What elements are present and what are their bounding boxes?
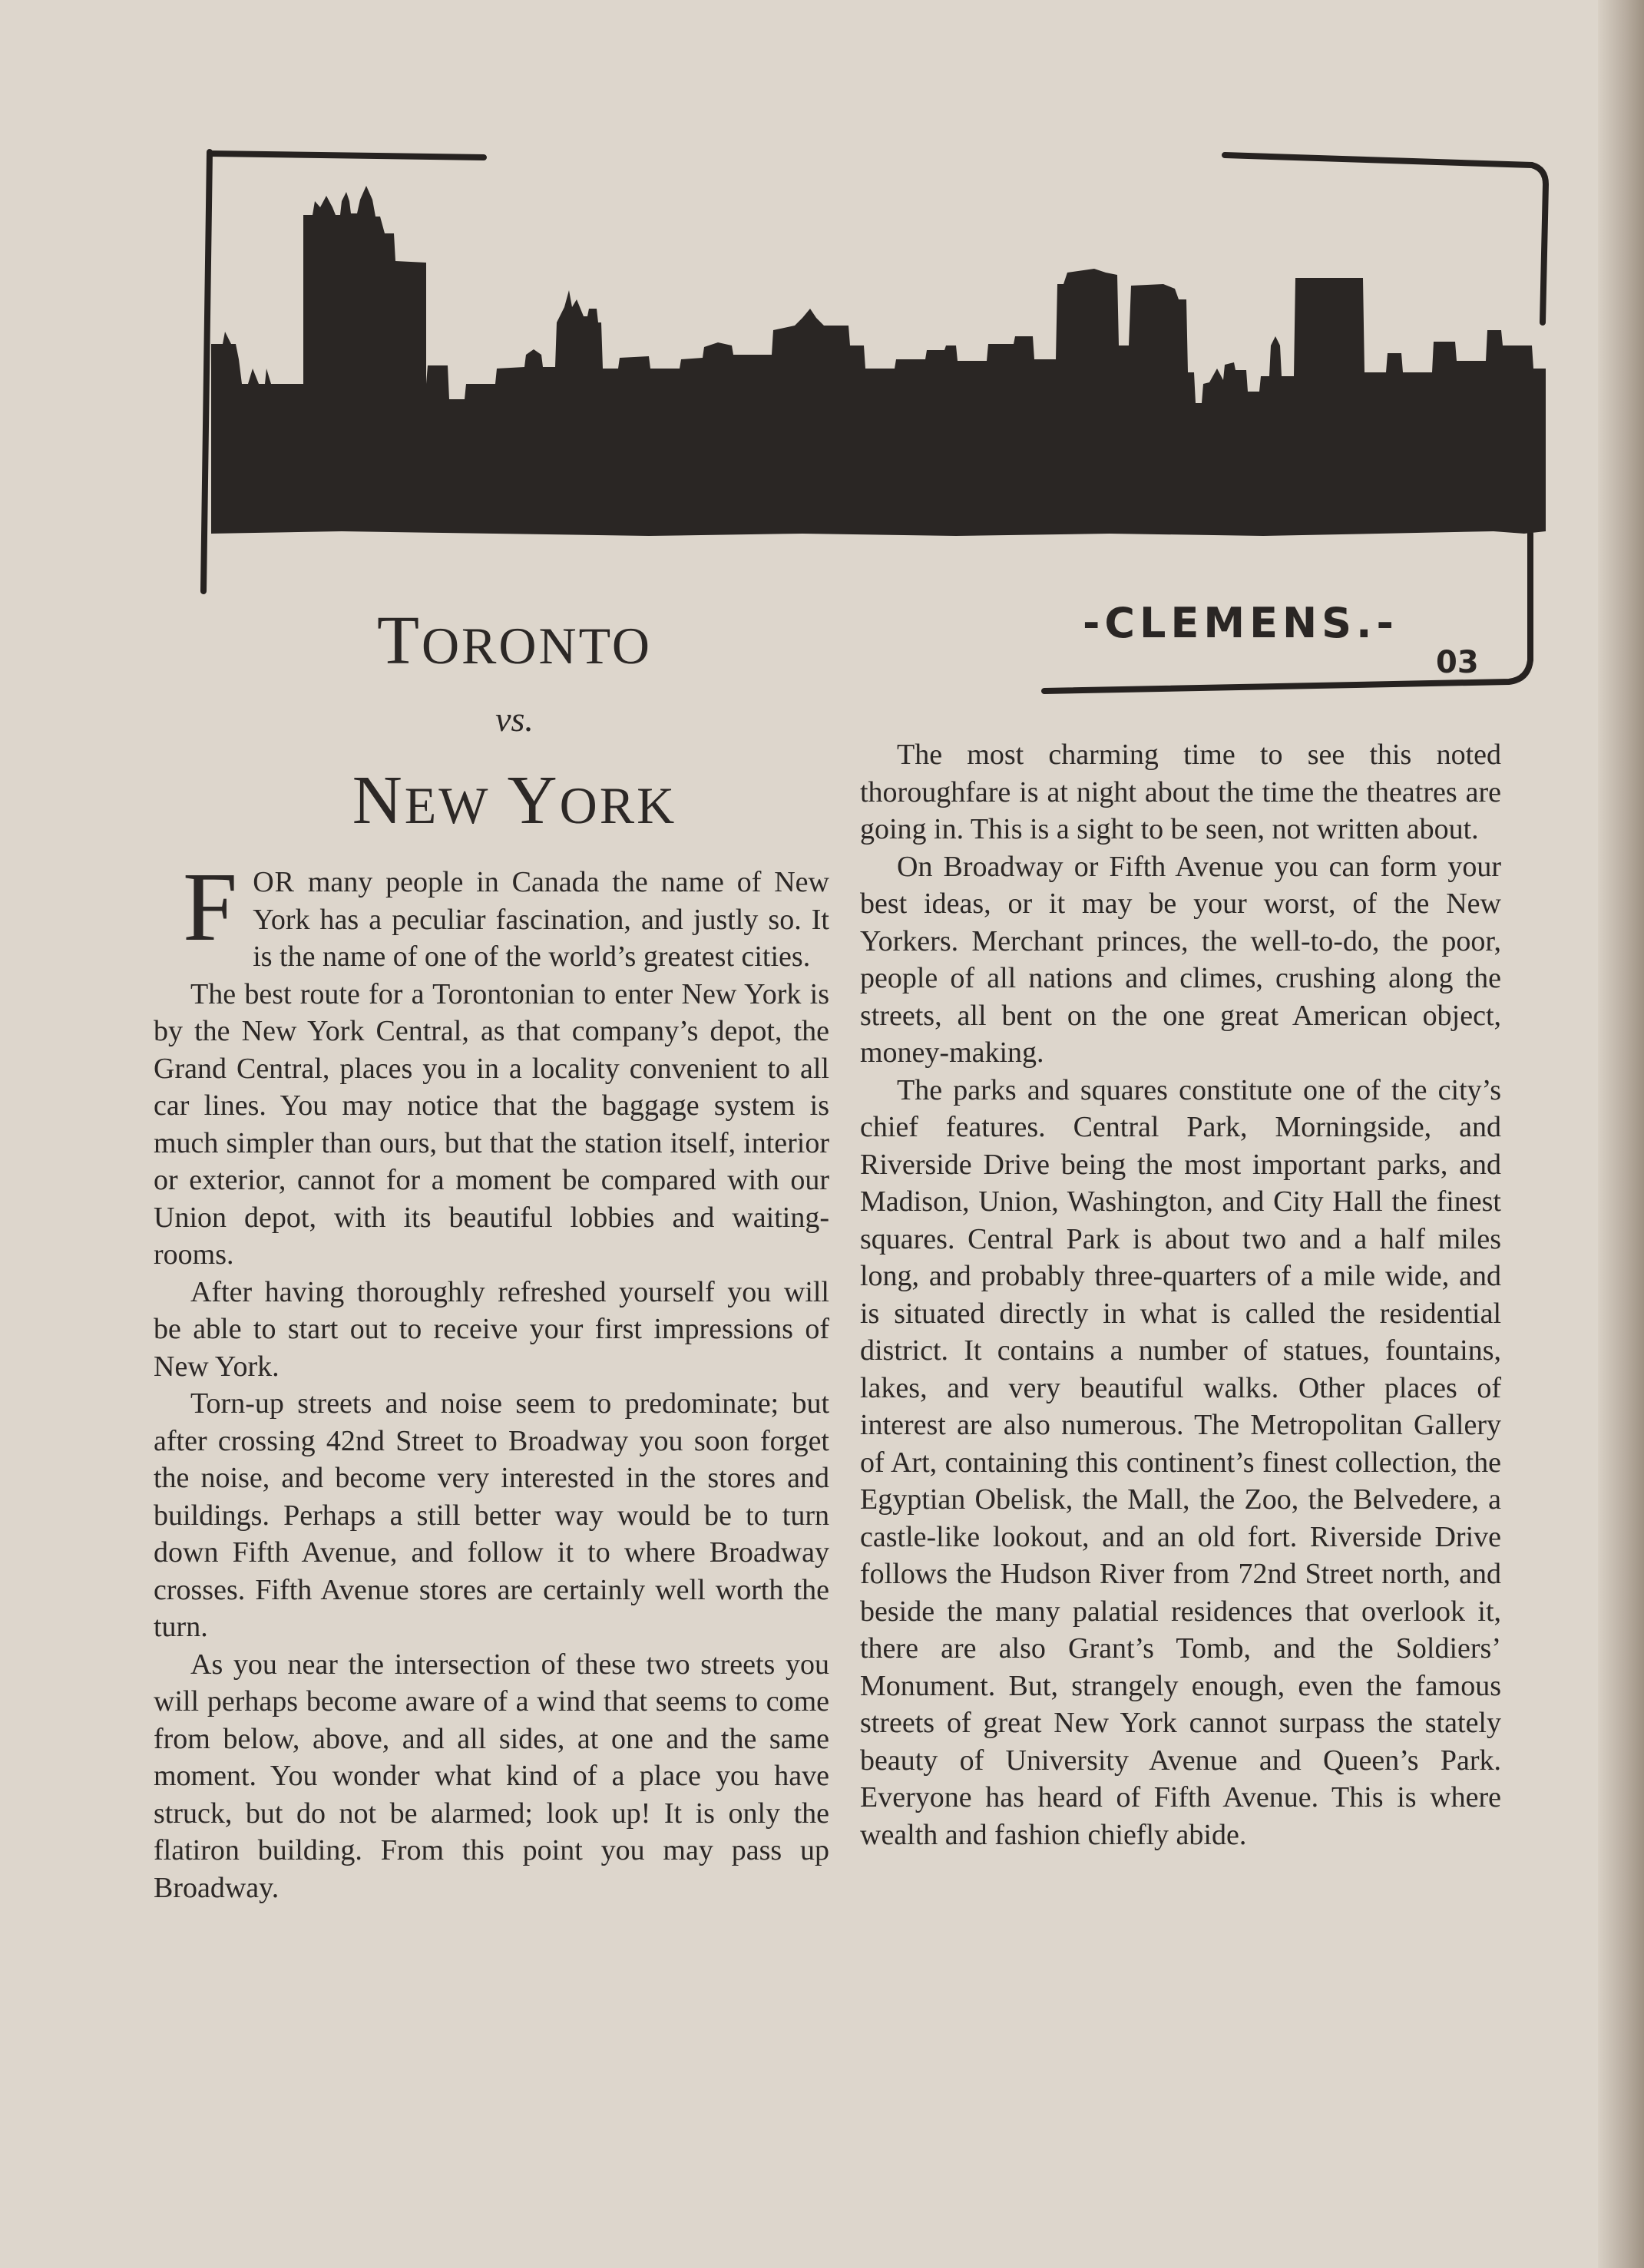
frame-top-right <box>1225 155 1546 322</box>
drop-cap: F <box>183 852 238 961</box>
artist-signature: -CLEMENS.- <box>1083 599 1398 647</box>
paragraph: The parks and squares constitute one of the city’s chief features. Central Park, Morningside, and Riverside Drive being the most important parks, and Madison, Union, Washington, and City Hall the finest squares. Central Park is about two and a half miles long, and probably three-quarters of a mile wide, and is situated directly in what is called the residential district. It contains a number of statues, fountains, lakes, and very beautiful walks. Other places of interest are also numerous. The Metropolitan Gallery of Art, containing this continent’s finest collection, the Egyptian Obelisk, the Mall, the Zoo, the Belvedere, a castle-like lookout, and an old fort. Riverside Drive follows the Hudson River from 72nd Street north, and beside the many palatial residences that overlook it, there are also Grant’s Tomb, and the Soldiers’ Monument. But, strangely enough, even the famous streets of great New York cannot surpass the stately beauty of University Avenue and Queen’s Park. Everyone has heard of Fifth Avenue. This is where wealth and fashion chiefly abide. <box>860 1073 1501 1851</box>
frame-top-left <box>211 154 484 157</box>
artist-signature-year: 03 <box>1436 645 1479 680</box>
article-title-block <box>177 603 852 881</box>
frame-left <box>203 152 210 591</box>
lead-in: OR <box>253 866 295 898</box>
paragraph: The most charming time to see this noted thoroughfare is at night about the time the theatres are going in. This is a sight to be seen, not written about. <box>860 739 1501 845</box>
page-edge-shadow <box>1598 0 1644 2268</box>
paragraph: As you near the intersection of these two streets you will perhaps become aware of a wind that seems to come from below, above, and all sides, at one and the same moment. You wonder what kind of a place you have struck, but do not be alarmed; look up! It is only the flatiron building. From this point you may pass up Broadway. <box>154 1648 829 1904</box>
paragraph: On Broadway or Fifth Avenue you can form your best ideas, or it may be your worst, of the New Yorkers. Merchant princes, the well-to-do, the poor, people of all nations and climes, crushing along the streets, all bent on the one great American object, money-making. <box>860 850 1501 1069</box>
paragraph: After having thoroughly refreshed yourself you will be able to start out to receive your first impressions of New York. <box>154 1275 829 1383</box>
opening-paragraph <box>154 852 829 976</box>
title-versus: vs. <box>495 699 534 739</box>
title-toronto: TORONTO <box>376 603 653 679</box>
left-column <box>154 852 829 1906</box>
right-column <box>860 736 1501 1853</box>
paragraph: The best route for a Torontonian to enter New York is by the New York Central, as that company’s depot, the Grand Central, places you in a locality convenient to all car lines. You may notice that the baggage system is much simpler than ours, but that the station itself, interior or exterior, cannot for a moment be compared with our Union depot, with its beautiful lobbies and waiting-rooms. <box>154 977 829 1271</box>
paragraph-text: many people in Canada the name of New York has a peculiar fascination, and justly so. It is the name of one of the world’s greatest cities. <box>253 866 829 973</box>
skyline-silhouette <box>211 186 1546 536</box>
paragraph: Torn-up streets and noise seem to predominate; but after crossing 42nd Street to Broadway you soon forget the noise, and become very interested in the stores and buildings. Perhaps a still better way would be to turn down Fifth Avenue, and follow it to where Broadway crosses. Fifth Avenue stores are certainly well worth the turn. <box>154 1387 829 1643</box>
title-new-york: NEW YORK <box>352 762 677 838</box>
